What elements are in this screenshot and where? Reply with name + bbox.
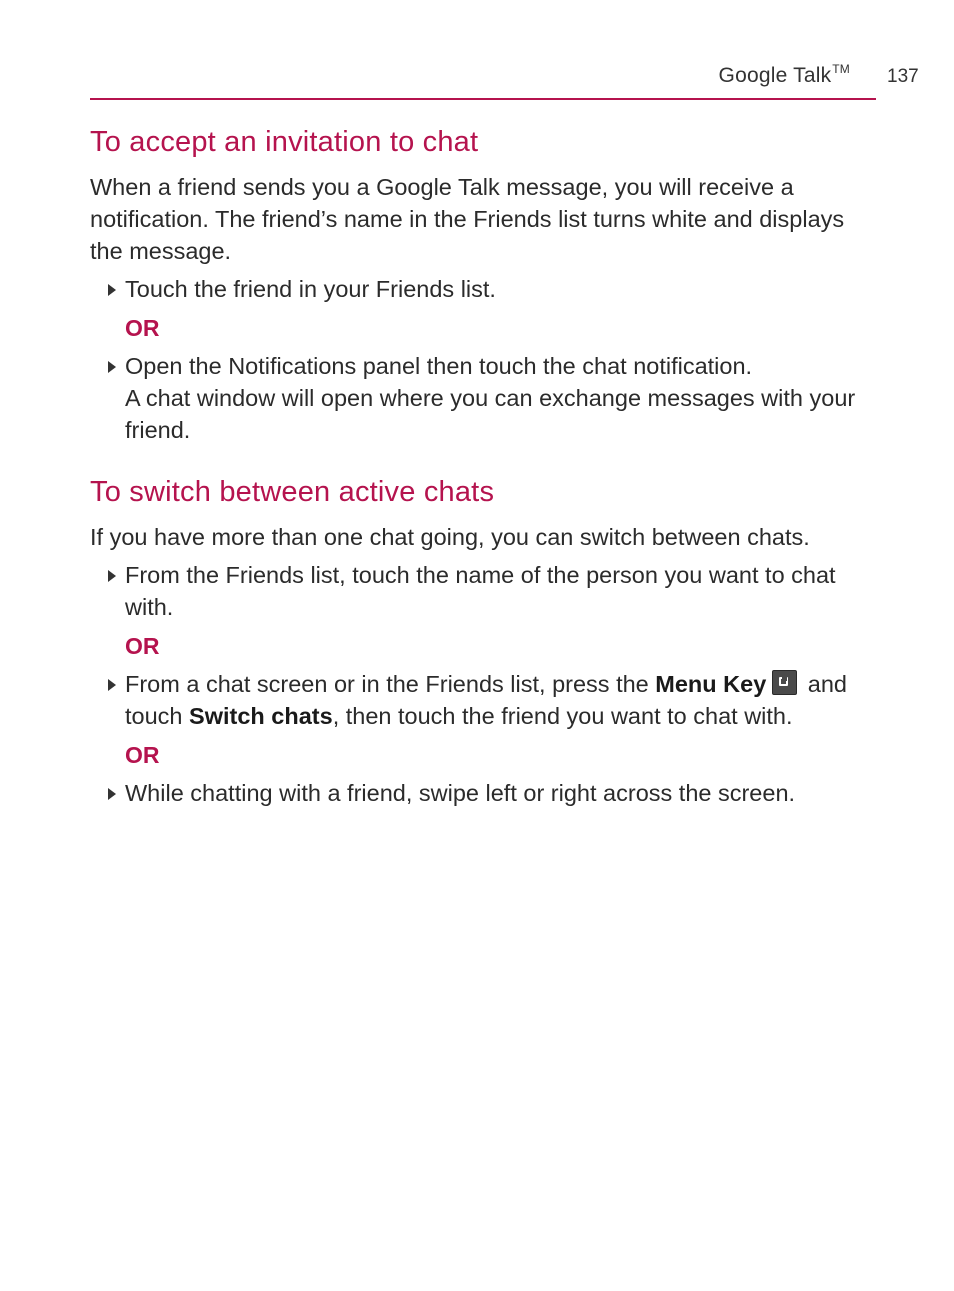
switch-chats-label: Switch chats	[189, 703, 333, 729]
right-triangle-icon	[108, 788, 116, 800]
or-separator: OR	[125, 742, 160, 768]
page-header	[90, 58, 876, 100]
list-item-text: Open the Notifications panel then touch the chat notification.	[125, 353, 753, 379]
page-content	[90, 118, 880, 809]
trademark-symbol: TM	[832, 62, 850, 76]
list-item	[90, 350, 880, 446]
right-triangle-icon	[108, 679, 116, 691]
or-separator: OR	[125, 315, 160, 341]
section-intro-accept-invitation: When a friend sends you a Google Talk message, you will receive a notification. The friend’s name in the Friends list turns white and displays the message.	[90, 174, 845, 264]
header-title-text: Google Talk	[718, 64, 832, 87]
list-item	[90, 777, 880, 809]
menu-key-icon	[772, 670, 797, 695]
list-item-text-part: and touch	[125, 671, 848, 729]
list-item-text: While chatting with a friend, swipe left or right across the screen.	[125, 780, 796, 806]
or-separator: OR	[125, 633, 160, 659]
list-item	[90, 668, 880, 732]
section-heading-accept-invitation: To accept an invitation to chat	[90, 126, 479, 158]
right-triangle-icon	[108, 284, 116, 296]
menu-key-label: Menu Key	[655, 671, 767, 697]
list-item	[90, 273, 880, 305]
section-heading-switch-chats: To switch between active chats	[90, 476, 495, 508]
list-item	[90, 559, 880, 623]
list-item-text: From the Friends list, touch the name of the person you want to chat with.	[125, 562, 836, 620]
section-intro-switch-chats: If you have more than one chat going, you can switch between chats.	[90, 524, 810, 550]
list-item-text-part: From a chat screen or in the Friends list, press the	[125, 671, 656, 697]
page-number: 137	[887, 66, 919, 87]
list-item-subtext: A chat window will open where you can exchange messages with your friend.	[125, 385, 856, 443]
right-triangle-icon	[108, 361, 116, 373]
right-triangle-icon	[108, 570, 116, 582]
list-item-text: Touch the friend in your Friends list.	[125, 276, 496, 302]
header-title	[719, 64, 850, 88]
list-item-text-part: , then touch the friend you want to chat with.	[332, 703, 793, 729]
